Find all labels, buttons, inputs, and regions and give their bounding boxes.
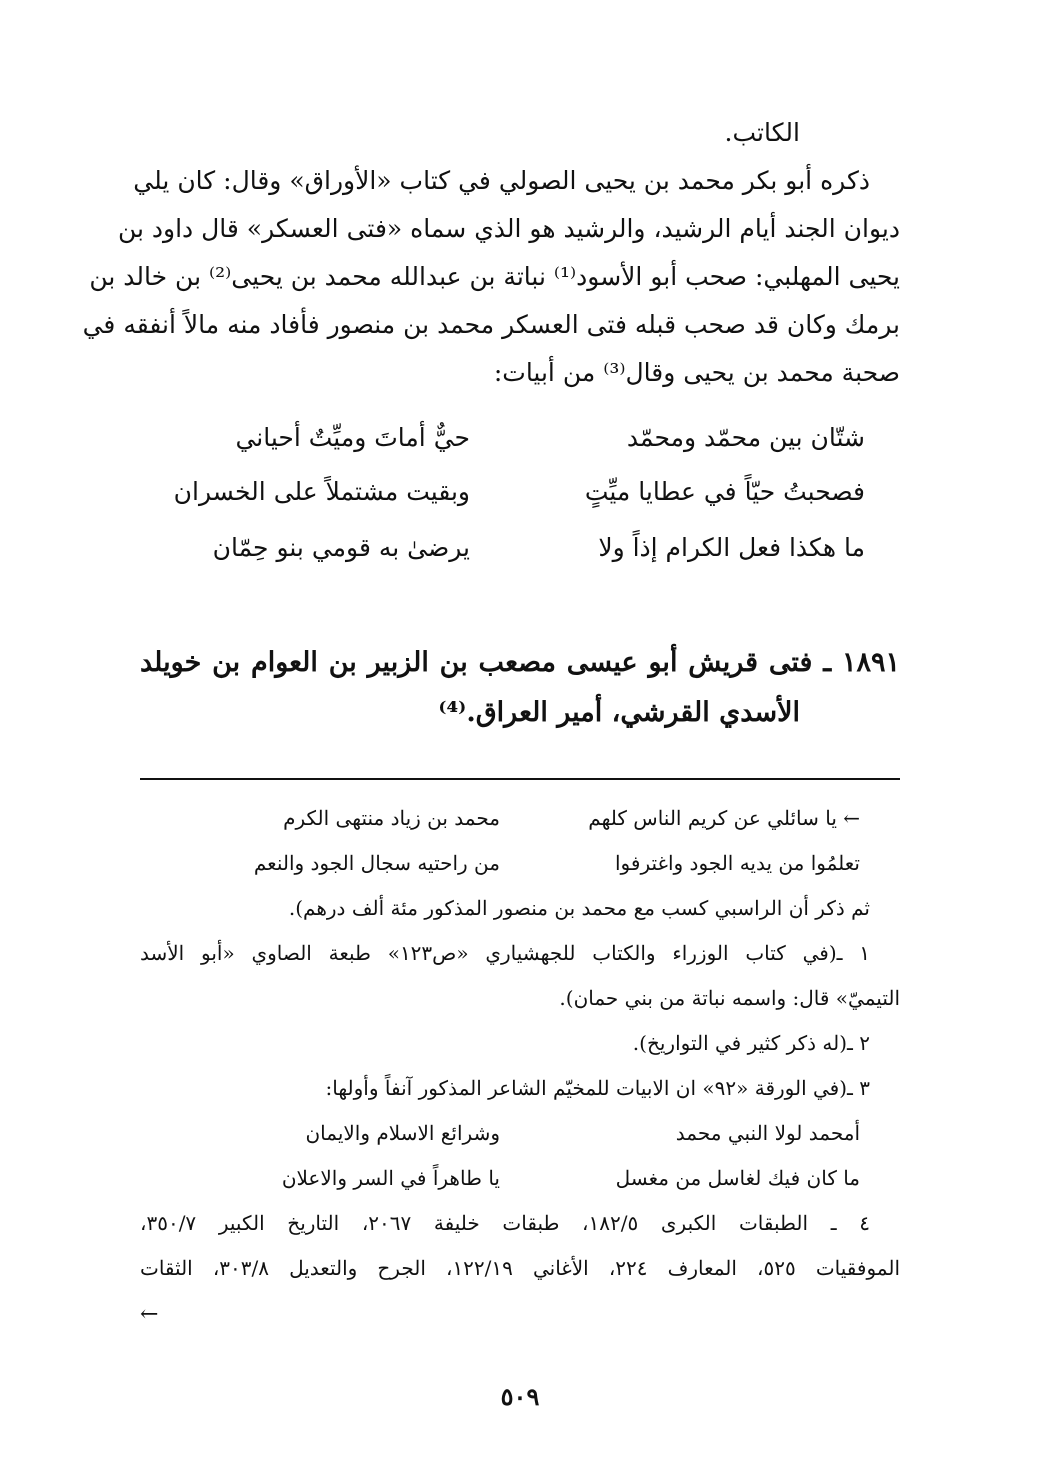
document-page <box>82 95 901 1455</box>
footnote-separator <box>140 778 900 780</box>
footnote-verse-line <box>140 1115 900 1151</box>
verse-line <box>140 523 900 573</box>
footnote-2: ٢ ـ(له ذكر كثير في التواريخ). <box>632 1031 870 1055</box>
verse-second-hemistich: وشرائع الاسلام والايمان <box>305 1121 500 1145</box>
page-number: ٥٠٩ <box>500 1382 540 1411</box>
verse-second-hemistich: حيٌّ أماتَ وميِّتٌ أحياني <box>235 423 470 452</box>
verse-first-hemistich: أمحمد لولا النبي محمد <box>675 1121 860 1145</box>
verse-second-hemistich: من راحتيه سجال الجود والنعم <box>253 851 500 875</box>
footnote-verse-line <box>140 1160 900 1196</box>
verse-line <box>140 413 900 463</box>
verse-second-hemistich: يرضىٰ به قومي بنو حِمّان <box>212 533 470 562</box>
footnote-line: التيميّ» قال: واسمه نباتة من بني حمان). <box>559 986 900 1010</box>
verse-first-hemistich: ما كان فيك لغاسل من مغسل <box>615 1166 860 1190</box>
verse-line <box>140 467 900 517</box>
footnote-4: ٤ ـ الطبقات الكبرى ١٨٢/٥، طبقات خليفة ٢٠٦٧، التاريخ الكبير ٣٥٠/٧، <box>140 1211 870 1235</box>
verse-first-hemistich: ما هكذا فعل الكرام إذاً ولا <box>598 533 865 562</box>
verse-first-hemistich: ← يا سائلي عن كريم الناس كلهم <box>588 806 860 830</box>
body-line: الكاتب. <box>724 118 800 147</box>
footnote-verse-line <box>140 845 900 881</box>
verse-first-hemistich: فصحبتُ حيّاً في عطايا ميِّتٍ <box>584 477 865 506</box>
footnote-verse-line <box>140 800 900 836</box>
body-line: صحبة محمد بن يحيى وقال⁽³⁾ من أبيات: <box>493 358 900 387</box>
body-line: ديوان الجند أيام الرشيد، والرشيد هو الذي سماه «فتى العسكر» قال داود بن <box>117 214 900 243</box>
footnote-3: ٣ ـ(في الورقة «٩٢» ان الابيات للمخيّم الشاعر المذكور آنفاً وأولها: <box>325 1076 870 1100</box>
entry-heading: ١٨٩١ ـ فتى قريش أبو عيسى مصعب بن الزبير بن العوام بن خويلد <box>140 647 900 678</box>
entry-heading-continued: الأسدي القرشي، أمير العراق.⁽⁴⁾ <box>438 697 800 728</box>
verse-second-hemistich: يا طاهراً في السر والاعلان <box>281 1166 500 1190</box>
verse-first-hemistich: تعلمُوا من يديه الجود واغترفوا <box>615 851 860 875</box>
footnote-line: الموفقيات ٥٢٥، المعارف ٢٢٤، الأغاني ١٢٢/١٩، الجرح والتعديل ٣٠٣/٨، الثقات <box>140 1256 901 1280</box>
footnote-line: ثم ذكر أن الراسبي كسب مع محمد بن منصور المذكور مئة ألف درهم). <box>288 896 870 920</box>
body-line: برمك وكان قد صحب قبله فتى العسكر محمد بن منصور فأفاد منه مالاً أنفقه في <box>82 310 900 339</box>
verse-second-hemistich: محمد بن زياد منتهى الكرم <box>283 806 500 830</box>
continue-arrow-icon: ← <box>140 1302 159 1327</box>
body-line: ذكره أبو بكر محمد بن يحيى الصولي في كتاب «الأوراق» وقال: كان يلي <box>133 166 870 195</box>
body-line: يحيى المهلبي: صحب أبو الأسود⁽¹⁾ نباتة بن عبدالله محمد بن يحيى⁽²⁾ بن خالد بن <box>89 262 900 291</box>
verse-second-hemistich: وبقيت مشتملاً على الخسران <box>173 477 470 506</box>
verse-first-hemistich: شتّان بين محمّد ومحمّد <box>626 423 865 452</box>
footnote-1: ١ ـ(في كتاب الوزراء والكتاب للجهشياري «ص١٢٣» طبعة الصاوي «أبو الأسد <box>140 941 870 965</box>
